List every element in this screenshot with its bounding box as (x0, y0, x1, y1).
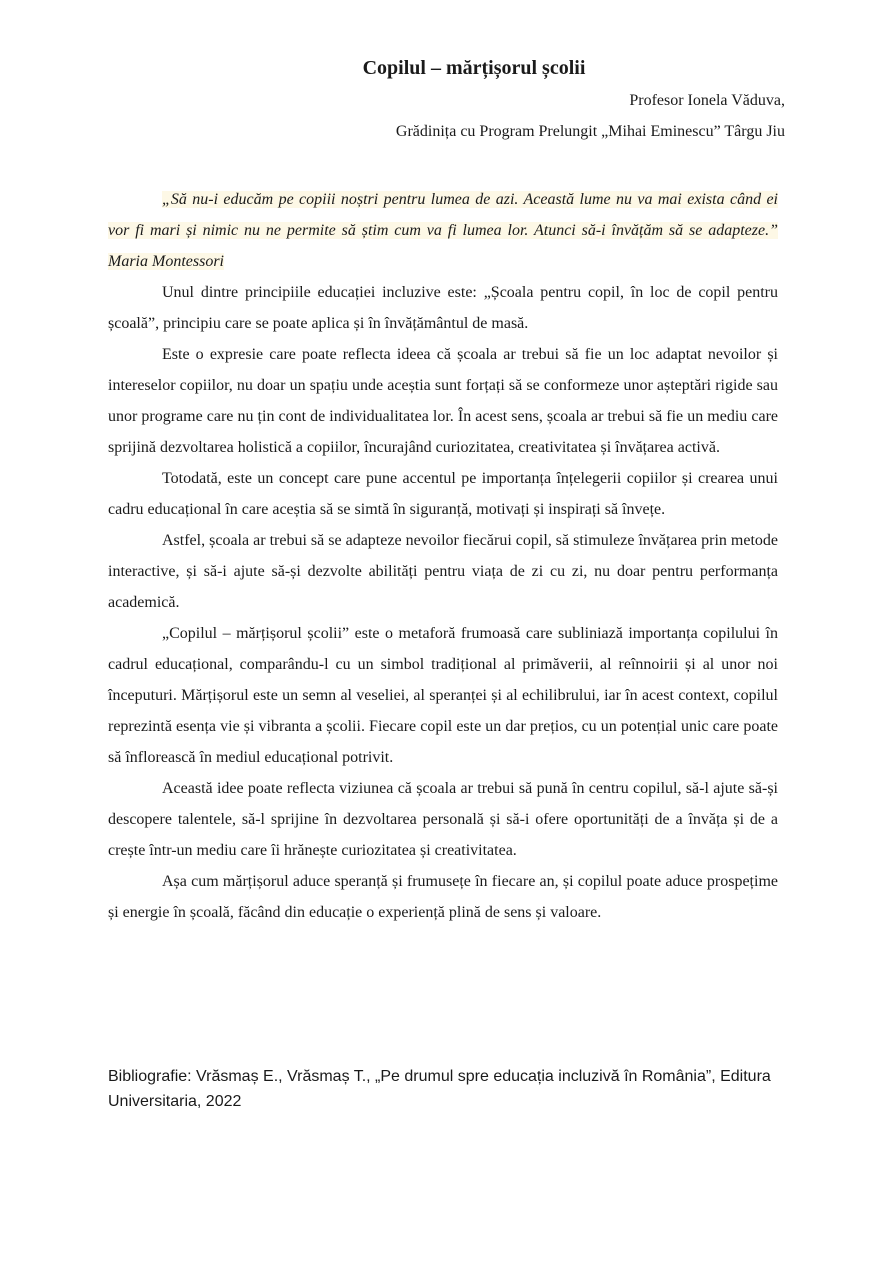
quote-text: „Să nu-i educăm pe copiii noștri pentru lumea de azi. Această lume nu va mai exista când ei vor fi mari și nimic nu ne permite să știm cum va fi lumea lor. Atunci să-i învățăm să se adapteze.” Maria Montessori (108, 191, 778, 270)
opening-quote (108, 184, 778, 277)
paragraph-5: „Copilul – mărțișorul școlii” este o metaforă frumoasă care subliniază importanța copilului în cadrul educațional, comparându-l cu un simbol tradițional al primăverii, al reînnoirii și al unor noi începuturi. Mărțișorul este un semn al veseliei, al speranței și al echilibrului, iar în acest context, copilul reprezintă esența vie și vibranta a școlii. Fiecare copil este un dar prețios, cu un potențial unic care poate să înflorească în mediul educațional potrivit. (108, 625, 778, 766)
paragraph-1: Unul dintre principiile educației incluzive este: „Școala pentru copil, în loc de copil pentru școală”, principiu care se poate aplica și în învățământul de masă. (108, 284, 778, 332)
paragraph-7: Așa cum mărțișorul aduce speranță și frumusețe în fiecare an, și copilul poate aduce prospețime și energie în școală, făcând din educație o experiență plină de sens și valoare. (108, 873, 778, 921)
author-name: Profesor Ionela Văduva, (629, 92, 785, 109)
article-body (108, 184, 778, 928)
paragraph-4: Astfel, școala ar trebui să se adapteze nevoilor fiecărui copil, să stimuleze învățarea prin metode interactive, și să-i ajute să-și dezvolte abilități pentru viața de zi cu zi, nu doar pentru performanța academică. (108, 532, 778, 611)
bibliography: Bibliografie: Vrăsmaș E., Vrăsmaș T., „Pe drumul spre educația incluzivă în România”, Editura Universitaria, 2022 (108, 1068, 771, 1110)
paragraph-2: Este o expresie care poate reflecta ideea că școala ar trebui să fie un loc adaptat nevoilor și intereselor copiilor, nu doar un spațiu unde aceștia sunt forțați să se conformeze unor așteptări rigide sau unor programe care nu țin cont de individualitatea lor. În acest sens, școala ar trebui să fie un mediu care sprijină dezvoltarea holistică a copiilor, încurajând curiozitatea, creativitatea și învățarea activă. (108, 346, 778, 456)
paragraph-3: Totodată, este un concept care pune accentul pe importanța înțelegerii copiilor și crearea unui cadru educațional în care aceștia să se simtă în siguranță, motivați și inspirați să învețe. (108, 470, 778, 518)
paragraph-6: Această idee poate reflecta viziunea că școala ar trebui să pună în centru copilul, să-l ajute să-și descopere talentele, să-l sprijine în dezvoltarea personală și să-i ofere oportunități de a învăța și de a crește într-un mediu care îi hrănește curiozitatea și creativitatea. (108, 780, 778, 859)
page-title: Copilul – mărțișorul școlii (362, 57, 586, 79)
author-institution: Grădinița cu Program Prelungit „Mihai Eminescu” Târgu Jiu (395, 123, 785, 140)
